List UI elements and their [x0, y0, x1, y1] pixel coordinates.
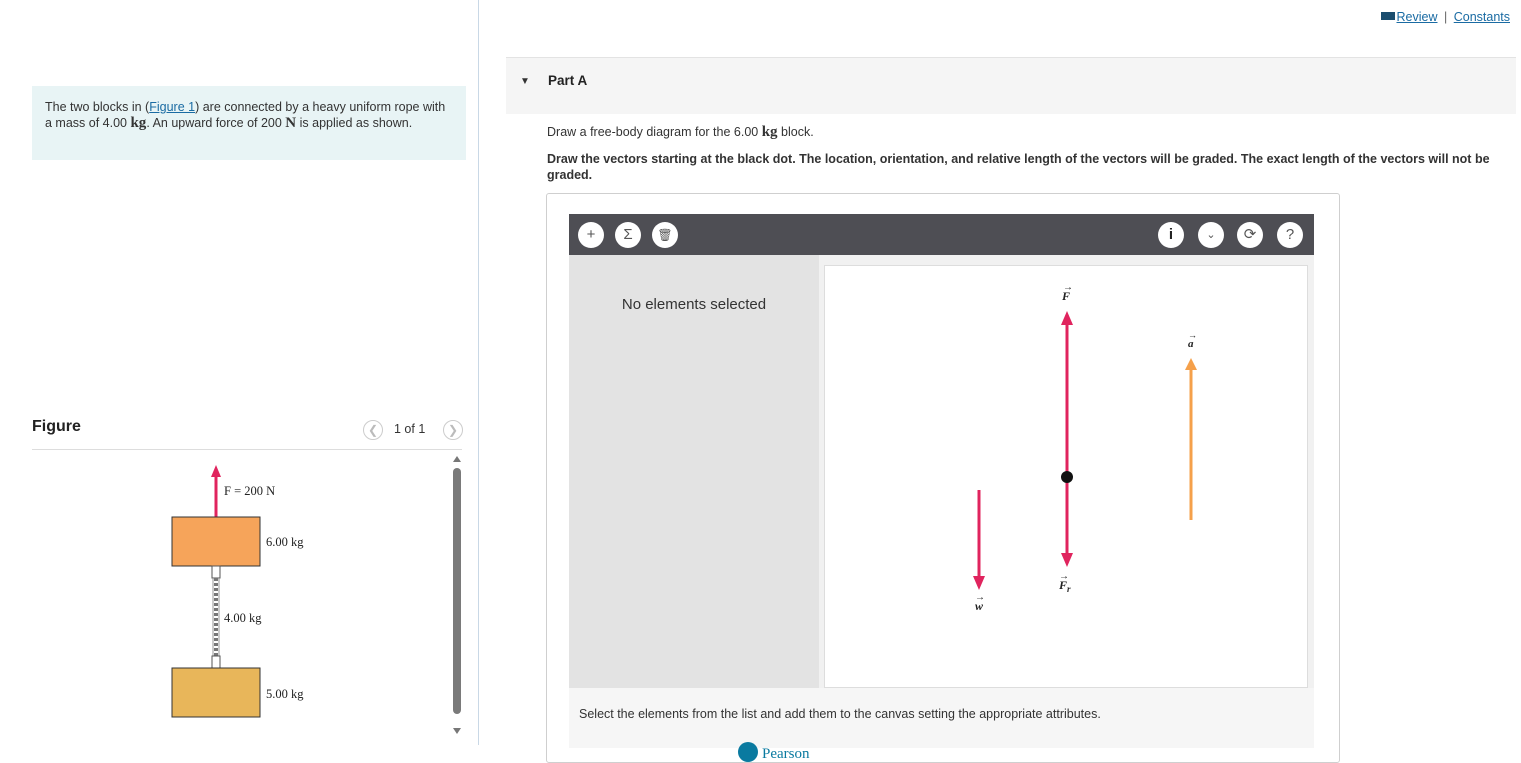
vector-w-arrow-mark: →	[975, 592, 985, 603]
prev-figure-button[interactable]	[363, 420, 383, 440]
figure-divider	[32, 449, 462, 450]
problem-text-1: The two blocks in (	[45, 100, 150, 114]
problem-text-3: . An upward force of 200	[146, 116, 286, 130]
figure-pager-label: 1 of 1	[394, 422, 426, 436]
part-title: Part A	[548, 73, 588, 88]
element-sidebar	[569, 255, 819, 688]
problem-text-4: is applied as shown.	[296, 116, 413, 130]
sigma-icon[interactable]: Σ	[615, 222, 641, 248]
book-icon	[1381, 12, 1395, 20]
link-separator: |	[1443, 10, 1448, 24]
next-figure-button[interactable]	[443, 420, 463, 440]
question-text-2: block.	[777, 125, 814, 139]
question-text-1: Draw a free-body diagram for the 6.00	[547, 125, 762, 139]
pane-divider	[478, 0, 479, 745]
unit-kg: kg	[130, 115, 147, 131]
plus-icon[interactable]: +	[578, 222, 604, 248]
question-text	[547, 124, 814, 141]
vector-w-head[interactable]	[973, 576, 985, 590]
part-header[interactable]	[506, 57, 1516, 114]
origin-dot	[1061, 471, 1073, 483]
chevron-right-icon: ❯	[447, 423, 459, 437]
vector-f-arrow-mark: →	[1063, 282, 1073, 293]
figure-title: Figure	[32, 418, 81, 435]
rope	[212, 566, 220, 668]
pearson-p-icon	[738, 742, 758, 762]
vector-f-head[interactable]	[1061, 311, 1073, 325]
top-block	[172, 517, 260, 566]
vector-a-head[interactable]	[1185, 358, 1197, 370]
vector-w-label: w	[975, 599, 984, 613]
review-constants-links	[1381, 10, 1511, 24]
collapse-caret-icon[interactable]: ▼	[520, 76, 530, 87]
figure-link[interactable]: Figure 1	[149, 100, 196, 114]
problem-text-2: ) are connected by a heavy uniform rope with a mass of 4.00	[45, 100, 446, 130]
scroll-down-arrow[interactable]	[453, 728, 461, 734]
vector-canvas[interactable]	[824, 265, 1308, 688]
scroll-thumb[interactable]	[453, 468, 461, 714]
review-link[interactable]: Review	[1396, 10, 1438, 24]
bottom-block	[172, 668, 260, 717]
trash-icon[interactable]: 🗑	[652, 222, 678, 248]
figure-scrollbar[interactable]	[451, 454, 463, 736]
force-arrow-head	[211, 465, 221, 477]
rope-label: 4.00 kg	[224, 611, 262, 625]
top-block-label: 6.00 kg	[266, 535, 304, 549]
scroll-up-arrow[interactable]	[453, 456, 461, 462]
vector-a-arrow-mark: →	[1188, 330, 1197, 340]
figure-diagram	[150, 455, 450, 745]
chevron-down-icon[interactable]: ⌄	[1198, 222, 1224, 248]
vector-fr-head[interactable]	[1061, 553, 1073, 567]
vector-f-label: F	[1062, 289, 1071, 303]
info-icon[interactable]: i	[1158, 222, 1184, 248]
pearson-brand: Pearson	[762, 746, 810, 762]
question-unit: kg	[761, 124, 778, 140]
problem-statement	[45, 99, 455, 131]
unit-n: N	[285, 115, 297, 131]
help-icon[interactable]: ?	[1277, 222, 1303, 248]
vector-fr-arrow-mark: →	[1059, 571, 1069, 582]
pearson-logo	[738, 742, 810, 763]
no-elements-label: No elements selected	[621, 296, 767, 313]
reset-icon[interactable]: ⟳	[1237, 222, 1263, 248]
force-label: F = 200 N	[224, 484, 276, 498]
bottom-block-label: 5.00 kg	[266, 687, 304, 701]
instructions: Draw the vectors starting at the black dot. The location, orientation, and relative length of the vectors will be graded. The exact length of the vectors will not be graded.	[547, 152, 1490, 182]
tool-status-text: Select the elements from the list and add them to the canvas setting the appropriate attributes.	[579, 707, 1101, 721]
vector-a-label: a	[1188, 338, 1194, 350]
chevron-left-icon: ❮	[367, 423, 379, 437]
constants-link[interactable]: Constants	[1453, 10, 1510, 24]
vector-fr-label: $F_r$	[1059, 578, 1071, 594]
